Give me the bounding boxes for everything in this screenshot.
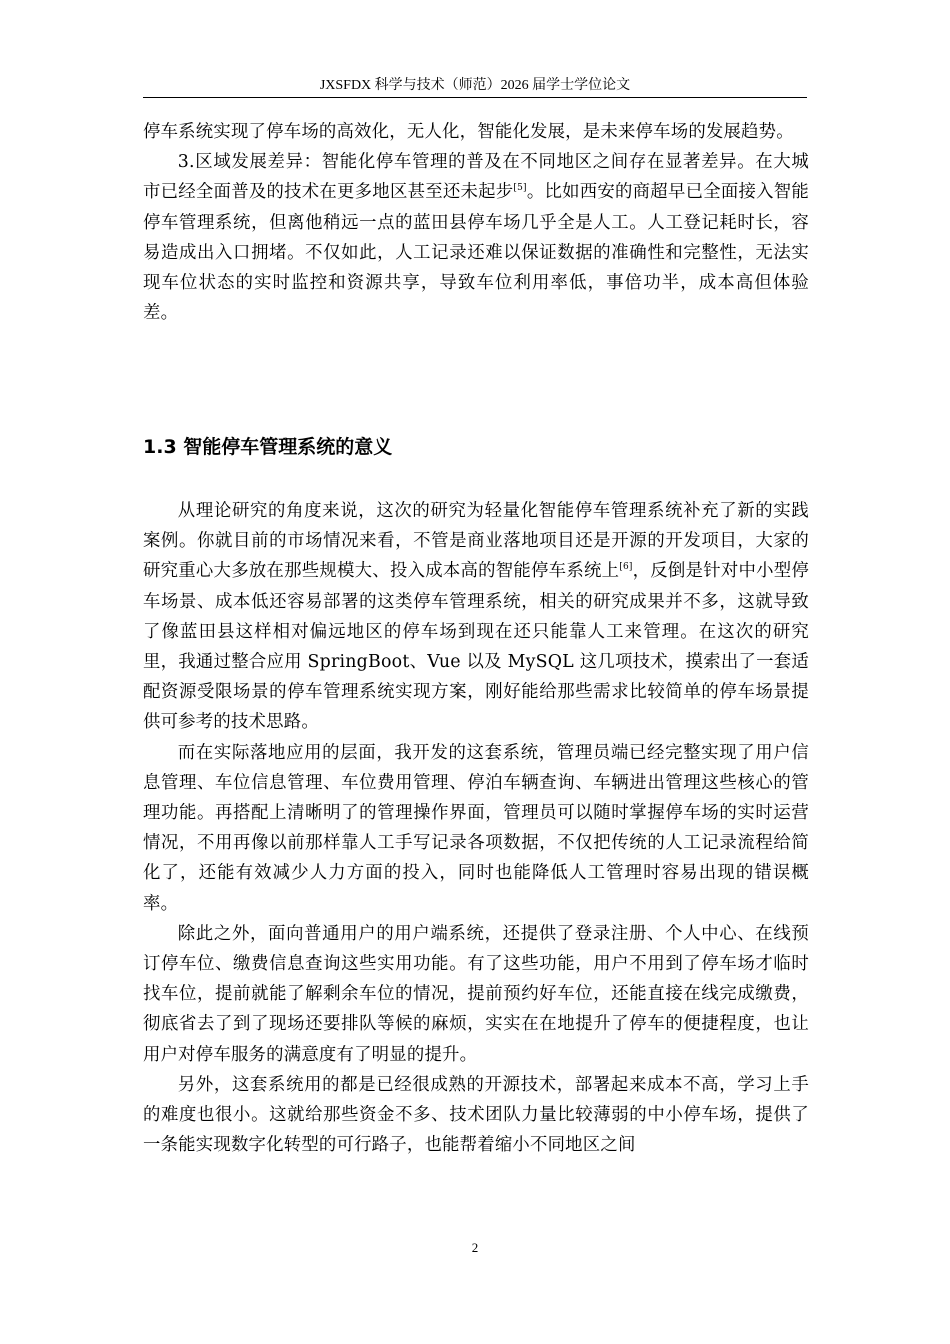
paragraph: 除此之外，面向普通用户的用户端系统，还提供了登录注册、个人中心、在线预订停车位、缴费信息查询这些实用功能。有了这些功能，用户不用到了停车场才临时找车位，提前就能了解剩余车位的情况，提前预约好车位，还能直接在线完成缴费，彻底省去了到了现场还要排队等候的麻烦，实实在在地提升了停车的便捷程度，也让用户对停车服务的满意度有了明显的提升。 [143,923,809,1065]
paragraph: 停车系统实现了停车场的高效化，无人化，智能化发展，是未来停车场的发展趋势。 [143,122,794,142]
paragraph: 另外，这套系统用的都是已经很成熟的开源技术，部署起来成本不高，学习上手的难度也很小。这就给那些资金不多、技术团队力量比较薄弱的中小停车场，提供了一条能实现数字化转型的可行路子，也能帮着缩小不同地区之间 [143,1074,809,1156]
citation-marker: [6] [619,562,633,573]
paragraph [143,496,809,738]
paragraph-text: ，反倒是针对中小型停车场景、成本低还容易部署的这类停车管理系统，相关的研究成果并不多，这就导致了像蓝田县这样相对偏远地区的停车场到现在还只能靠人工来管理。在这次的研究里，我通过整合应用 SpringBoot、Vue 以及 MySQL 这几项技术，摸索出了一套适配资源受限场景的停车管理系统实现方案，刚好能给那些需求比较简单的停车场景提供可参考的技术思路。 [143,561,809,733]
section-heading: 1.3 智能停车管理系统的意义 [143,436,393,458]
running-header: JXSFDX 科学与技术（师范）2026 届学士学位论文 [319,78,631,93]
paragraph-text: 3.区域发展差异：智能化停车管理的普及在不同地区之间存在显著差异。在大城市已经全面普及的技术在更多地区甚至还未起步 [143,152,809,203]
paragraph [143,147,809,328]
citation-marker: [5] [513,183,527,194]
section-body [143,496,809,1160]
header-rule [143,97,807,98]
paragraph-text: 从理论研究的角度来说，这次的研究为轻量化智能停车管理系统补充了新的实践案例。你就目前的市场情况来看，不管是商业落地项目还是开源的开发项目，大家的研究重心大多放在那些规模大、投入成本高的智能停车系统上 [143,501,809,582]
paragraph-text: 。比如西安的商超早已全面接入智能停车管理系统，但离他稍远一点的蓝田县停车场几乎全是人工。人工登记耗时长，容易造成出入口拥堵。不仅如此，人工记录还难以保证数据的准确性和完整性，无法实现车位状态的实时监控和资源共享，导致车位利用率低，事倍功半，成本高但体验差。 [143,182,810,324]
continuation-text [143,117,809,328]
paragraph: 而在实际落地应用的层面，我开发的这套系统，管理员端已经完整实现了用户信息管理、车位信息管理、车位费用管理、停泊车辆查询、车辆进出管理这些核心的管理功能。再搭配上清晰明了的管理操作界面，管理员可以随时掌握停车场的实时运营情况，不用再像以前那样靠人工手写记录各项数据，不仅把传统的人工记录流程给简化了，还能有效减少人力方面的投入，同时也能降低人工管理时容易出现的错误概率。 [143,742,809,914]
page-number: 2 [471,1240,479,1255]
